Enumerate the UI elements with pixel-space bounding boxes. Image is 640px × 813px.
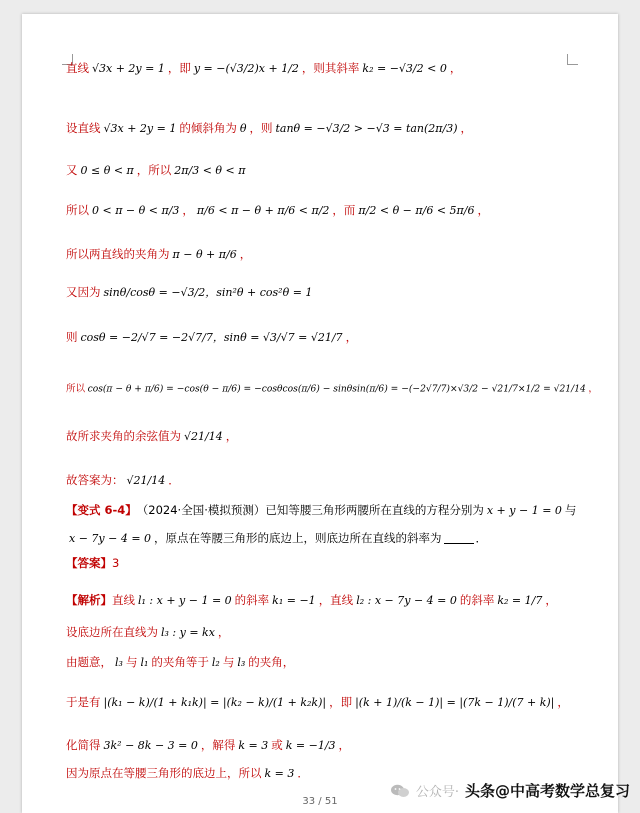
math-expression: √21/14 [126, 473, 166, 487]
solution-text: 设直线 [66, 121, 101, 135]
solution-text: 的斜率 [459, 593, 495, 607]
math-expression: cosθ = −2/√7 = −2√7/7，sinθ = √3/√7 = √21/7 [80, 331, 343, 344]
solution-text: ， [338, 738, 351, 752]
solution-text: 设底边所在直线为 [66, 625, 158, 639]
math-expression: k₂ = 1/7 [497, 593, 543, 607]
math-expression: k = 3 [238, 738, 269, 752]
text-line [66, 555, 598, 571]
solution-text: 故所求夹角的余弦值为 [66, 429, 181, 443]
text-line [66, 694, 598, 710]
math-expression: √21/14 [184, 429, 223, 443]
math-expression: π/6 < π − θ + π/6 < π/2 [196, 203, 330, 217]
section-label: 【解析】 [66, 593, 112, 607]
text-line [66, 530, 598, 546]
solution-text: ， [217, 625, 230, 639]
math-expression: |(k + 1)/(k − 1)| = |(7k − 1)/(7 + k)| [355, 695, 555, 709]
problem-text: ． [475, 531, 488, 545]
solution-text: 则 [66, 330, 78, 344]
solution-text: 的夹角， [248, 655, 295, 669]
math-expression: l₃ [237, 655, 246, 669]
solution-text: 与 [222, 655, 235, 669]
solution-text: 故答案为： [66, 473, 124, 487]
math-expression: 0 ≤ θ < π [80, 163, 134, 177]
solution-text: ， [449, 61, 462, 75]
math-expression: θ [239, 121, 247, 135]
text-line [66, 329, 598, 345]
math-expression: l₂ : x − 7y − 4 = 0 [356, 593, 457, 607]
solution-text: 或 [271, 738, 283, 752]
solution-text: ， [588, 382, 598, 394]
math-expression: x − 7y − 4 = 0 [69, 531, 152, 545]
math-expression: |(k₁ − k)/(1 + k₁k)| = |(k₂ − k)/(1 + k₂k)| [103, 695, 327, 709]
text-line [66, 502, 598, 518]
math-expression: l₂ [211, 655, 220, 669]
math-expression: sinθ/cosθ = −√3/2，sin²θ + cos²θ = 1 [103, 286, 313, 299]
solution-text: 的夹角等于 [151, 655, 209, 669]
solution-text: ，而 [332, 203, 356, 217]
math-expression: 2π/3 < θ < π [174, 163, 246, 177]
math-expression: l₁ : x + y − 1 = 0 [138, 593, 232, 607]
solution-text: ， [182, 203, 194, 217]
math-expression: √3x + 2y = 1 [103, 121, 177, 135]
solution-text: ， [345, 330, 358, 344]
solution-text: ，直线 [318, 593, 354, 607]
solution-text: 又 [66, 163, 78, 177]
solution-text: 的斜率 [234, 593, 270, 607]
document-page [22, 14, 618, 813]
solution-text: 所以 [66, 382, 86, 394]
text-line [66, 202, 598, 218]
solution-text: 化简得 [66, 738, 101, 752]
math-expression: y = −(√3/2)x + 1/2 [193, 61, 299, 75]
answer-blank [444, 533, 474, 544]
solution-text: 3 [112, 556, 120, 570]
solution-text: ． [297, 766, 309, 780]
problem-text: ，原点在等腰三角形的底边上，则底边所在直线的斜率为 [154, 531, 442, 545]
page-number: 33 / 51 [302, 796, 338, 807]
solution-text: 由题意， [66, 655, 112, 669]
solution-text: ， [460, 121, 473, 135]
text-line [66, 246, 598, 262]
section-label: 【答案】 [66, 556, 112, 570]
solution-text: ，则 [249, 121, 273, 135]
text-line [66, 624, 598, 640]
math-expression: l₁ [140, 655, 149, 669]
solution-text: ，所以 [136, 163, 172, 177]
solution-text: 的倾斜角为 [179, 121, 237, 135]
math-expression: k = 3 [264, 766, 295, 780]
solution-text: 所以 [66, 203, 89, 217]
wechat-logo-icon [390, 783, 410, 799]
section-label: 【变式 6-4】 [66, 503, 137, 517]
text-line [66, 120, 598, 136]
solution-text: ， [557, 695, 569, 709]
watermark-main-text: 头条@中高考数学总复习 [464, 782, 630, 800]
math-expression: √3x + 2y = 1 [92, 61, 165, 75]
solution-text: ，即 [167, 61, 191, 75]
solution-text: 于是有 [66, 695, 101, 709]
math-expression: l₃ [115, 655, 123, 669]
problem-text: 与 [564, 503, 577, 517]
solution-text: ，解得 [200, 738, 236, 752]
solution-text: 直线 [66, 61, 89, 75]
math-expression: π/2 < θ − π/6 < 5π/6 [358, 203, 475, 217]
math-expression: l₃ : y = kx [161, 625, 215, 639]
solution-text: ， [477, 203, 489, 217]
solution-text: 因为原点在等腰三角形的底边上，所以 [66, 766, 262, 780]
solution-text: 与 [125, 655, 138, 669]
math-expression: 0 < π − θ < π/3 [92, 203, 180, 217]
text-line [66, 381, 598, 394]
solution-text: 又因为 [66, 285, 101, 299]
text-line [66, 284, 598, 300]
text-line [66, 60, 598, 76]
text-line [66, 737, 598, 753]
watermark-faint-text: 公众号· [415, 785, 459, 800]
math-expression: cos(π − θ + π/6) = −cos(θ − π/6) = −cosθcos(π/6) − sinθsin(π/6) = −(−2√7/7)×√3/2 − √21/7×1/2 = √21/14 [87, 382, 586, 394]
solution-text: ，即 [329, 695, 353, 709]
solution-text: ，则其斜率 [301, 61, 360, 75]
solution-text: ， [545, 593, 557, 607]
solution-text: ， [225, 429, 238, 443]
solution-text: 所以两直线的夹角为 [66, 247, 170, 261]
math-expression: k₂ = −√3/2 < 0 [362, 61, 447, 75]
math-expression: k = −1/3 [285, 738, 336, 752]
math-expression: x + y − 1 = 0 [486, 503, 562, 517]
math-expression: tanθ = −√3/2 > −√3 = tan(2π/3) [275, 121, 458, 135]
math-expression: π − θ + π/6 [172, 247, 237, 261]
math-expression: 3k² − 8k − 3 = 0 [103, 738, 198, 752]
text-line [66, 765, 598, 781]
text-line [66, 472, 598, 488]
solution-text: ， [239, 247, 252, 261]
text-line [66, 592, 598, 608]
solution-text: 直线 [112, 593, 135, 607]
text-line [66, 654, 598, 670]
math-expression: k₁ = −1 [272, 593, 316, 607]
text-line [66, 428, 598, 444]
problem-text: （2024·全国·模拟预测）已知等腰三角形两腰所在直线的方程分别为 [136, 503, 484, 517]
watermark [390, 780, 630, 801]
text-line [66, 162, 598, 178]
solution-text: ． [168, 473, 180, 487]
